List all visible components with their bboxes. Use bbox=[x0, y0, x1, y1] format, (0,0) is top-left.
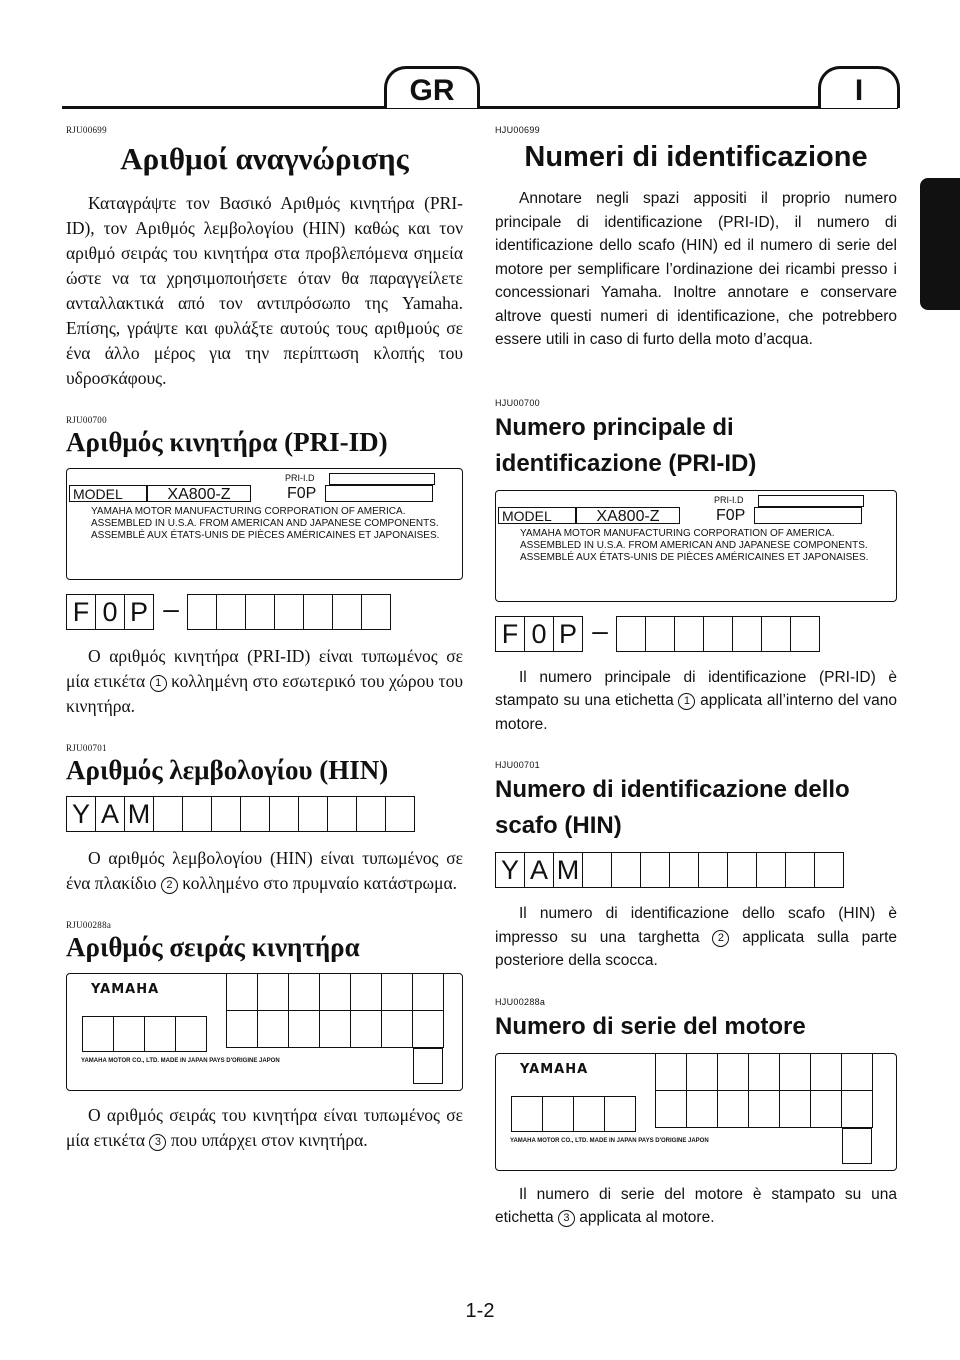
section-title: Numero di identificazione dello scafo (HIN) bbox=[495, 776, 850, 839]
serial-grid-left bbox=[512, 1096, 636, 1132]
blank-cell bbox=[187, 594, 217, 630]
ref-2-icon: 2 bbox=[712, 930, 729, 947]
model-value: XA800-Z bbox=[147, 485, 251, 502]
serial-grid-left bbox=[83, 1016, 207, 1052]
hin-boxes bbox=[495, 852, 897, 888]
char-cell: Y bbox=[495, 852, 525, 888]
blank-cell bbox=[274, 594, 304, 630]
blank-cell bbox=[332, 594, 362, 630]
ref-3-icon: 3 bbox=[558, 1210, 575, 1227]
prid-box bbox=[758, 495, 864, 507]
greek-column bbox=[66, 125, 463, 1153]
serial-grid bbox=[227, 974, 444, 1048]
section-title: Αριθμοί αναγνώρισης bbox=[120, 141, 409, 176]
section-title: Numero di serie del motore bbox=[495, 1012, 806, 1040]
yamaha-logo: YAMAHA bbox=[520, 1061, 589, 1077]
page-number: 1-2 bbox=[465, 1300, 495, 1322]
section-code: RJU00288a bbox=[66, 920, 112, 930]
section-text: Ο αριθμός κινητήρα (PRI-ID) είναι τυπωμένος σε μία ετικέτα 1 κολλημένη στο εσωτερικό του χώρου του κινητήρα. bbox=[66, 646, 463, 716]
blank-cell bbox=[245, 594, 275, 630]
section-text: Il numero di serie del motore è stampato su una etichetta 3 applicata al motore. bbox=[495, 1185, 897, 1226]
dash: – bbox=[592, 614, 608, 646]
section-title: Αριθμός σειράς κινητήρα bbox=[66, 932, 360, 962]
char-cell: P bbox=[124, 594, 154, 630]
section-code: HJU00288a bbox=[495, 996, 546, 1007]
blank-cell bbox=[669, 852, 699, 888]
char-cell: M bbox=[124, 796, 154, 832]
ref-1-icon: 1 bbox=[150, 675, 167, 692]
blank-cell bbox=[303, 594, 333, 630]
char-cell: Y bbox=[66, 796, 96, 832]
yamaha-logo: YAMAHA bbox=[91, 982, 160, 997]
char-cell: A bbox=[524, 852, 554, 888]
dash: – bbox=[163, 593, 179, 624]
blank-cell bbox=[385, 796, 415, 832]
char-cell: P bbox=[553, 616, 583, 652]
blank-cell bbox=[269, 796, 299, 832]
blank-cell bbox=[727, 852, 757, 888]
section-code: HJU00701 bbox=[495, 760, 540, 770]
ref-2-icon: 2 bbox=[161, 877, 178, 894]
language-tag-italian: I bbox=[818, 66, 900, 108]
section-code: RJU00701 bbox=[66, 743, 107, 753]
model-value: XA800-Z bbox=[576, 507, 680, 524]
blank-cell bbox=[785, 852, 815, 888]
maker-text: YAMAHA MOTOR CO., LTD. MADE IN JAPAN PAYS D'ORIGINE JAPON bbox=[510, 1137, 709, 1144]
section-title: Numeri di identificazione bbox=[524, 141, 868, 173]
chapter-thumb-tab bbox=[920, 178, 960, 310]
char-cell: F bbox=[495, 616, 525, 652]
ref-1-icon: 1 bbox=[678, 693, 695, 710]
blank-cell bbox=[582, 852, 612, 888]
section-text: Καταγράψτε τον Βασικό Αριθμός κινητήρα (PRI-ID), τον Αριθμός λεμβολογίου (HIN) καθώς και τον αριθμό σειράς του κινητήρα στα προβλεπόμενα σημεία ώστε να τα χρησιμοποιήσετε όταν θα παραγγείλετε ανταλλακτικά από τον αντιπρόσωπο της Yamaha. Επίσης, γράψτε και φυλάξτε αυτούς τους αριθμούς σε ένα άλλο μέρος για την περίπτωση κλοπής του υδροσκάφους. bbox=[66, 193, 463, 388]
engine-serial-label bbox=[495, 1053, 897, 1171]
serial-grid-last-cell bbox=[413, 1048, 443, 1084]
section-text: Il numero di identificazione dello scafo (HIN) è impresso su una targhetta 2 applicata sulla parte posteriore della scocca. bbox=[495, 905, 897, 969]
blank-cell bbox=[611, 852, 641, 888]
ref-3-icon: 3 bbox=[149, 1134, 166, 1151]
blank-cell bbox=[153, 796, 183, 832]
blank-cell bbox=[211, 796, 241, 832]
prid-text: PRI-I.D bbox=[714, 494, 744, 505]
blank-cell bbox=[216, 594, 246, 630]
pri-id-label bbox=[495, 490, 897, 602]
blank-cell bbox=[240, 796, 270, 832]
engine-serial-label bbox=[66, 973, 463, 1091]
section-title: Numero principale di identificazione (PRI-ID) bbox=[495, 413, 757, 477]
blank-cell bbox=[182, 796, 212, 832]
char-cell: F bbox=[66, 594, 96, 630]
char-cell: M bbox=[553, 852, 583, 888]
section-text: Il numero principale di identificazione (PRI-ID) è stampato su una etichetta 1 applicata all’interno del vano motore. bbox=[495, 668, 897, 733]
pri-id-label bbox=[66, 468, 463, 580]
blank-cell bbox=[732, 616, 762, 652]
model-label: MODEL bbox=[69, 485, 147, 502]
manufacturer-text: YAMAHA MOTOR MANUFACTURING CORPORATION OF AMERICA. ASSEMBLED IN U.S.A. FROM AMERICAN AND JAPANESE COMPONENTS. ASSEMBLÉ AUX ÉTATS-UNIS DE PIÈCES AMÉRICAINES ET JAPONAISES. bbox=[91, 506, 440, 541]
section-text: Annotare negli spazi appositi il proprio numero principale di identificazione (PRI-ID), il numero di identificazione dello scafo (HIN) ed il numero di serie del motore per semplificare l’ordinazione dei ricambi presso i concessionari Yamaha. Inoltre annotare e conservare altrove questi numeri di identificazione, che potrebbero essere utili in caso di furto della moto d’acqua. bbox=[495, 190, 897, 348]
blank-cell bbox=[761, 616, 791, 652]
blank-cell bbox=[616, 616, 646, 652]
section-text: Ο αριθμός σειράς του κινητήρα είναι τυπωμένος σε μία ετικέτα 3 που υπάρχει στον κινητήρα. bbox=[66, 1105, 463, 1150]
section-title: Αριθμός κινητήρα (PRI-ID) bbox=[66, 427, 388, 457]
blank-cell bbox=[356, 796, 386, 832]
serial-grid bbox=[656, 1054, 873, 1128]
section-text: Ο αριθμός λεμβολογίου (HIN) είναι τυπωμένος σε ένα πλακίδιο 2 κολλημένο στο πρυμναίο κατάστρωμα. bbox=[66, 848, 463, 893]
section-code: RJU00700 bbox=[66, 415, 107, 425]
pri-id-boxes bbox=[495, 616, 897, 652]
maker-text: YAMAHA MOTOR CO., LTD. MADE IN JAPAN PAYS D'ORIGINE JAPON bbox=[81, 1058, 280, 1064]
fop-box bbox=[754, 507, 862, 524]
section-code: HJU00700 bbox=[495, 397, 540, 408]
blank-cell bbox=[640, 852, 670, 888]
section-title: Αριθμός λεμβολογίου (HIN) bbox=[66, 755, 389, 785]
prid-box bbox=[329, 473, 435, 485]
hin-boxes bbox=[66, 796, 463, 832]
char-cell: A bbox=[95, 796, 125, 832]
char-cell: 0 bbox=[95, 594, 125, 630]
blank-cell bbox=[814, 852, 844, 888]
blank-cell bbox=[756, 852, 786, 888]
section-code: RJU00699 bbox=[66, 125, 107, 135]
pri-id-boxes bbox=[66, 594, 463, 630]
fop-text: F0P bbox=[716, 506, 746, 524]
char-cell: 0 bbox=[524, 616, 554, 652]
blank-cell bbox=[790, 616, 820, 652]
manufacturer-text: YAMAHA MOTOR MANUFACTURING CORPORATION OF AMERICA. ASSEMBLED IN U.S.A. FROM AMERICAN AND JAPANESE COMPONENTS. ASSEMBLÉ AUX ÉTATS-UNIS DE PIÈCES AMÉRICAINES ET JAPONAISES. bbox=[520, 527, 869, 563]
prid-text: PRI-I.D bbox=[285, 473, 315, 483]
blank-cell bbox=[361, 594, 391, 630]
blank-cell bbox=[703, 616, 733, 652]
blank-cell bbox=[645, 616, 675, 652]
language-tag-greek: GR bbox=[384, 66, 480, 108]
blank-cell bbox=[674, 616, 704, 652]
blank-cell bbox=[298, 796, 328, 832]
model-label: MODEL bbox=[498, 507, 576, 524]
italian-column bbox=[495, 125, 897, 1230]
fop-text: F0P bbox=[287, 485, 317, 502]
header-rule bbox=[62, 106, 898, 109]
section-code: HJU00699 bbox=[495, 125, 540, 135]
blank-cell bbox=[698, 852, 728, 888]
fop-box bbox=[325, 485, 433, 502]
blank-cell bbox=[327, 796, 357, 832]
serial-grid-last-cell bbox=[842, 1128, 872, 1164]
